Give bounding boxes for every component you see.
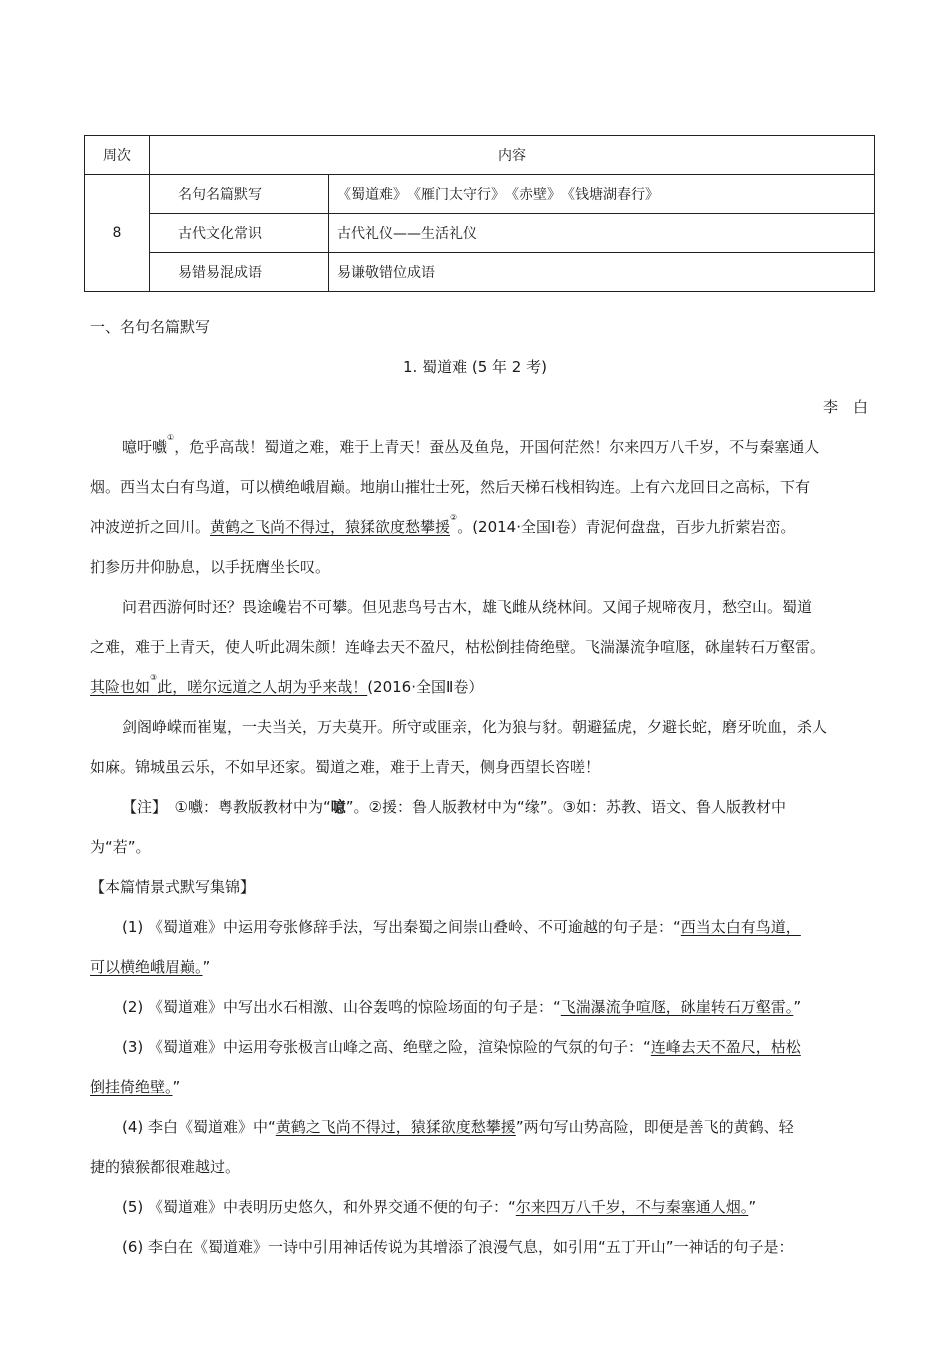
poem-line: 问君西游何时还？畏途巉岩不可攀。但见悲鸟号古木，雄飞雌从绕林间。又闻子规啼夜月，愁空山。蜀道 [122,598,813,616]
exercise-item: (3) 《蜀道难》中运用夸张极言山峰之高、绝壁之险，渲染惊险的气氛的句子：“连峰去天不盈尺，枯松 [122,1038,801,1056]
category-cell: 古代文化常识 [150,214,329,253]
answer: 西当太白有鸟道， [680,918,801,936]
poem-line: 剑阁峥嵘而崔嵬，一夫当关，万夫莫开。所守或匪亲，化为狼与豺。朝避猛虎，夕避长蛇，磨牙吮血，杀人 [122,718,828,736]
exercise-item: (2) 《蜀道难》中写出水石相激、山谷轰鸣的惊险场面的句子是：“飞湍瀑流争喧豗，砯崖转石万壑雷。” [122,998,802,1016]
exercise-item: 倒挂倚绝壁。” [90,1078,181,1096]
exercise-item: 可以横绝峨眉巅。” [90,958,211,976]
note-line: 为“若”。 [90,838,151,856]
category-cell: 易错易混成语 [150,253,329,292]
poem-line: 其险也如③此，嗟尔远道之人胡为乎来哉！(2016·全国Ⅱ卷） [90,673,484,696]
schedule-table [84,135,875,292]
category-cell: 名句名篇默写 [150,175,329,214]
section-heading: 一、名句名篇默写 [90,318,211,336]
answer: 倒挂倚绝壁。 [90,1078,173,1096]
exam-quote: 其险也如③此，嗟尔远道之人胡为乎来哉！ [90,673,368,696]
content-cell: 《蜀道难》 《雁门太守行》 《赤壁》 《钱塘湖春行》 [329,175,875,214]
exercise-item: 捷的猿猴都很难越过。 [90,1158,241,1176]
poem-line: 扪参历井仰胁息，以手抚膺坐长叹。 [90,558,331,576]
header-week: 周次 [85,136,150,175]
answer: 黄鹤之飞尚不得过，猿猱欲度愁攀援 [275,1118,516,1136]
note-line: 【注】 ①嚱：粤教版教材中为“噫”。②援：鲁人版教材中为“缘”。③如：苏教、语文、鲁人版教材中 [122,798,786,816]
answer: 连峰去天不盈尺，枯松 [650,1038,801,1056]
exercise-item: (5) 《蜀道难》中表明历史悠久，和外界交通不便的句子：“尔来四万八千岁，不与秦塞通人烟。” [122,1198,757,1216]
poem-line: 如麻。锦城虽云乐，不如早还家。蜀道之难，难于上青天，侧身西望长咨嗟！ [90,758,601,776]
footnote-mark: ③ [150,673,158,682]
poem-line: 冲波逆折之回川。黄鹤之飞尚不得过，猿猱欲度愁攀援②。(2014·全国Ⅰ卷）青泥何盘盘，百步九折萦岩峦。 [90,513,796,536]
exam-quote: 黄鹤之飞尚不得过，猿猱欲度愁攀援 [210,518,451,536]
answer: 可以横绝峨眉巅。 [90,958,203,976]
header-content: 内容 [150,136,875,175]
footnote-mark: ② [450,513,458,522]
exercise-heading: 【本篇情景式默写集锦】 [90,878,256,896]
exercise-item: (6) 李白在《蜀道难》一诗中引用神话传说为其增添了浪漫气息，如引用“五丁开山”一神话的句子是： [122,1238,794,1256]
poem-title: 1. 蜀道难 (5 年 2 考) [403,358,547,376]
poem-line: 烟。西当太白有鸟道，可以横绝峨眉巅。地崩山摧壮士死，然后天梯石栈相钩连。上有六龙回日之高标，下有 [90,478,811,496]
poem-line: 之难，难于上青天，使人听此凋朱颜！连峰去天不盈尺，枯松倒挂倚绝壁。飞湍瀑流争喧豗，砯崖转石万壑雷。 [90,638,826,656]
poem-author: 李 白 [822,398,868,416]
content-cell: 易谦敬错位成语 [329,253,875,292]
exercise-item: (4) 李白《蜀道难》中“黄鹤之飞尚不得过，猿猱欲度愁攀援”两句写山势高险，即便是善飞的黄鹤、轻 [122,1118,794,1136]
week-number: 8 [85,175,150,292]
content-cell: 古代礼仪——生活礼仪 [329,214,875,253]
poem-line: 噫吁嚱①，危乎高哉！蜀道之难，难于上青天！蚕丛及鱼凫，开国何茫然！尔来四万八千岁，不与秦塞通人 [122,433,820,456]
answer: 飞湍瀑流争喧豗，砯崖转石万壑雷。 [560,998,794,1016]
exercise-item: (1) 《蜀道难》中运用夸张修辞手法，写出秦蜀之间崇山叠岭、不可逾越的句子是：“西当太白有鸟道， [122,918,801,936]
answer: 尔来四万八千岁，不与秦塞通人烟。 [515,1198,749,1216]
footnote-mark: ① [167,433,175,442]
